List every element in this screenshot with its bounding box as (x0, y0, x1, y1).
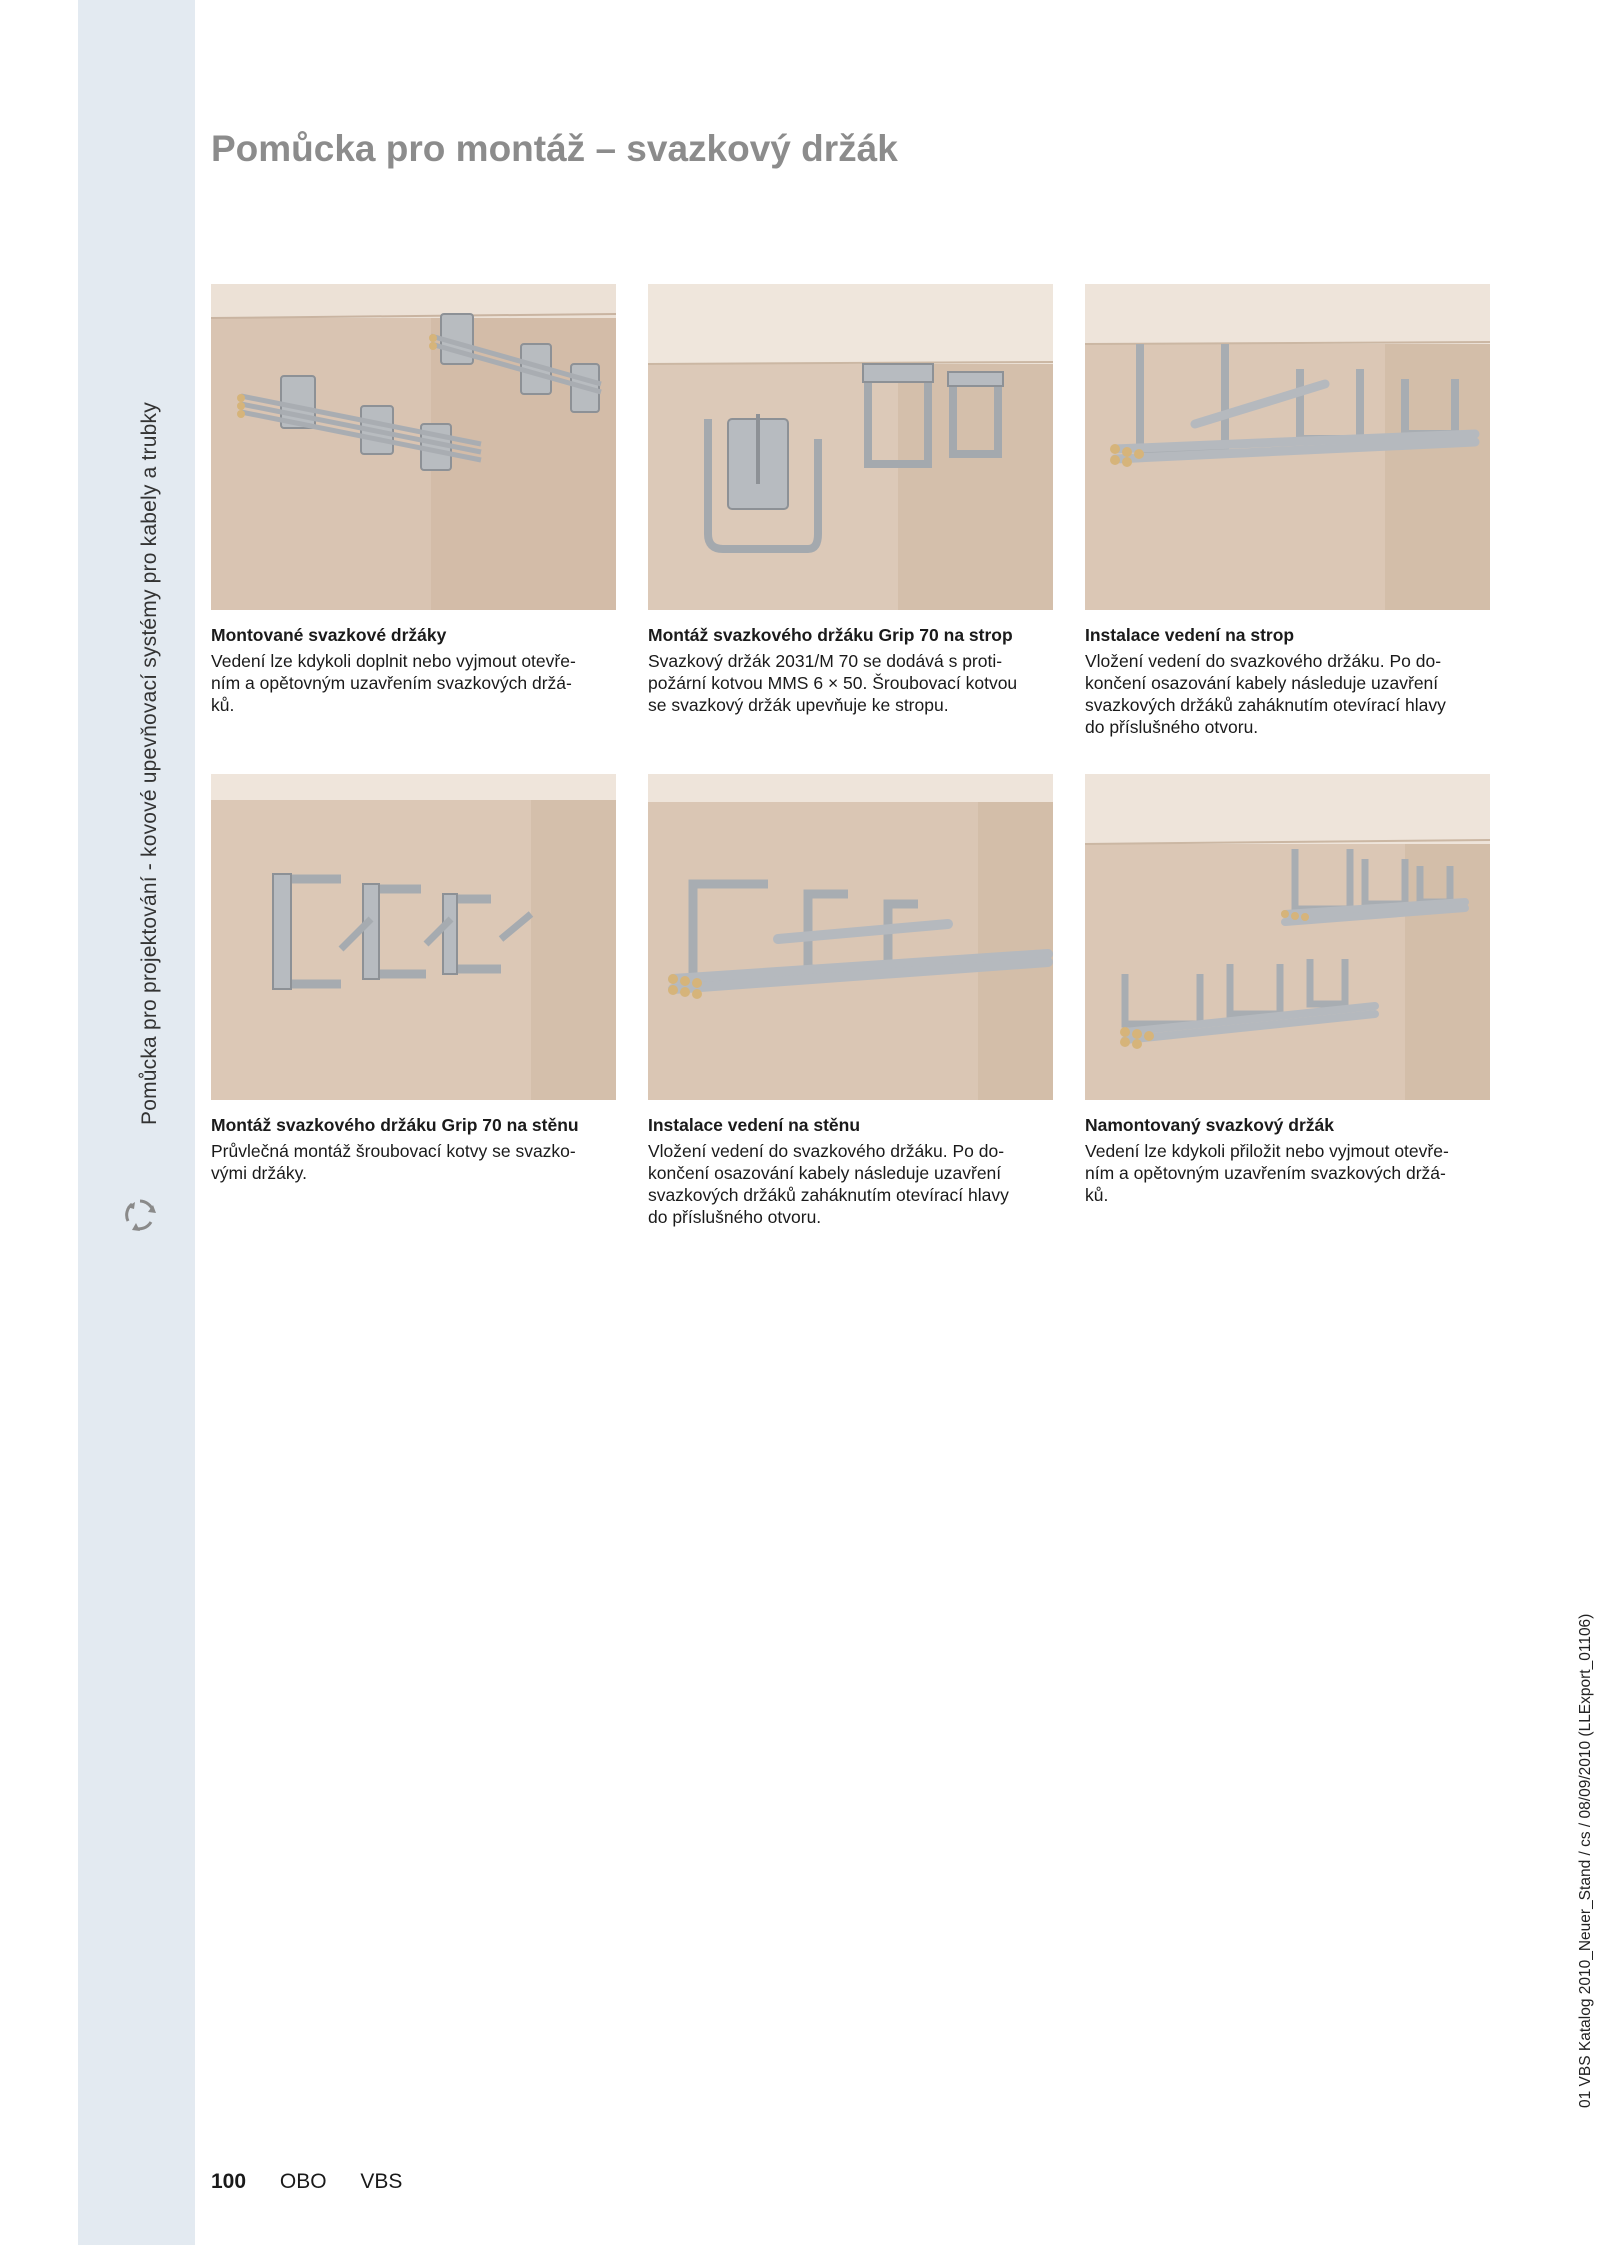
recycle-arrows-icon (120, 1195, 160, 1235)
card-title: Instalace vedení na strop (1085, 625, 1295, 645)
sidebar-strip (78, 0, 195, 2245)
page-title: Pomůcka pro montáž – svazkový držák (211, 128, 898, 169)
card-grip-wall (211, 774, 616, 1184)
card-ceiling-installation (1085, 284, 1490, 738)
card-body: Vedení lze kdykoli doplnit nebo vyjmout otevře- ním a opětovným uzavřením svazkových držá- ků. (211, 651, 576, 715)
photo-installed-bundle-holder (1085, 774, 1490, 1100)
catalog-export-note: 01 VBS Katalog 2010_Neuer_Stand / cs / 08/09/2010 (LLExport_01106) (1577, 1613, 1594, 2108)
card-installed-holder (1085, 774, 1490, 1206)
card-title: Namontovaný svazkový držák (1085, 1115, 1334, 1135)
card-grip-ceiling (648, 284, 1053, 716)
card-body: Průvlečná montáž šroubovací kotvy se svazko- vými držáky. (211, 1141, 576, 1183)
card-body: Vložení vedení do svazkového držáku. Po do- končení osazování kabely následuje uzavření svazkových držáků zaháknutím otevírací hlavy do příslušného otvoru. (1085, 651, 1446, 737)
card-title: Montované svazkové držáky (211, 625, 447, 645)
photo-mounted-bundle-holders (211, 284, 616, 610)
photo-wall-cable-installation (648, 774, 1053, 1100)
card-title: Montáž svazkového držáku Grip 70 na stěnu (211, 1115, 579, 1135)
card-title: Montáž svazkového držáku Grip 70 na strop (648, 625, 1013, 645)
card-title: Instalace vedení na stěnu (648, 1115, 861, 1135)
brand-name: OBO (279, 2170, 327, 2193)
photo-grip-wall-mounting (211, 774, 616, 1100)
sidebar-vertical-text: Pomůcka pro projektování - kovové upevňovací systémy pro kabely a trubky (138, 402, 161, 1125)
page-number: 100 (211, 2170, 247, 2193)
card-body: Svazkový držák 2031/M 70 se dodává s proti- požární kotvou MMS 6 × 50. Šroubovací kotvou se svazkový držák upevňuje ke stropu. (648, 651, 1018, 715)
photo-grip-ceiling-mounting (648, 284, 1053, 610)
photo-ceiling-cable-installation (1085, 284, 1490, 610)
page-footer (211, 2170, 402, 2194)
card-body: Vložení vedení do svazkového držáku. Po do- končení osazování kabely následuje uzavření svazkových držáků zaháknutím otevírací hlavy do příslušného otvoru. (648, 1141, 1009, 1227)
product-name: VBS (360, 2170, 403, 2193)
card-mounted-holders (211, 284, 616, 716)
card-wall-installation (648, 774, 1053, 1228)
card-body: Vedení lze kdykoli přiložit nebo vyjmout otevře- ním a opětovným uzavřením svazkových držá- ků. (1085, 1141, 1449, 1205)
